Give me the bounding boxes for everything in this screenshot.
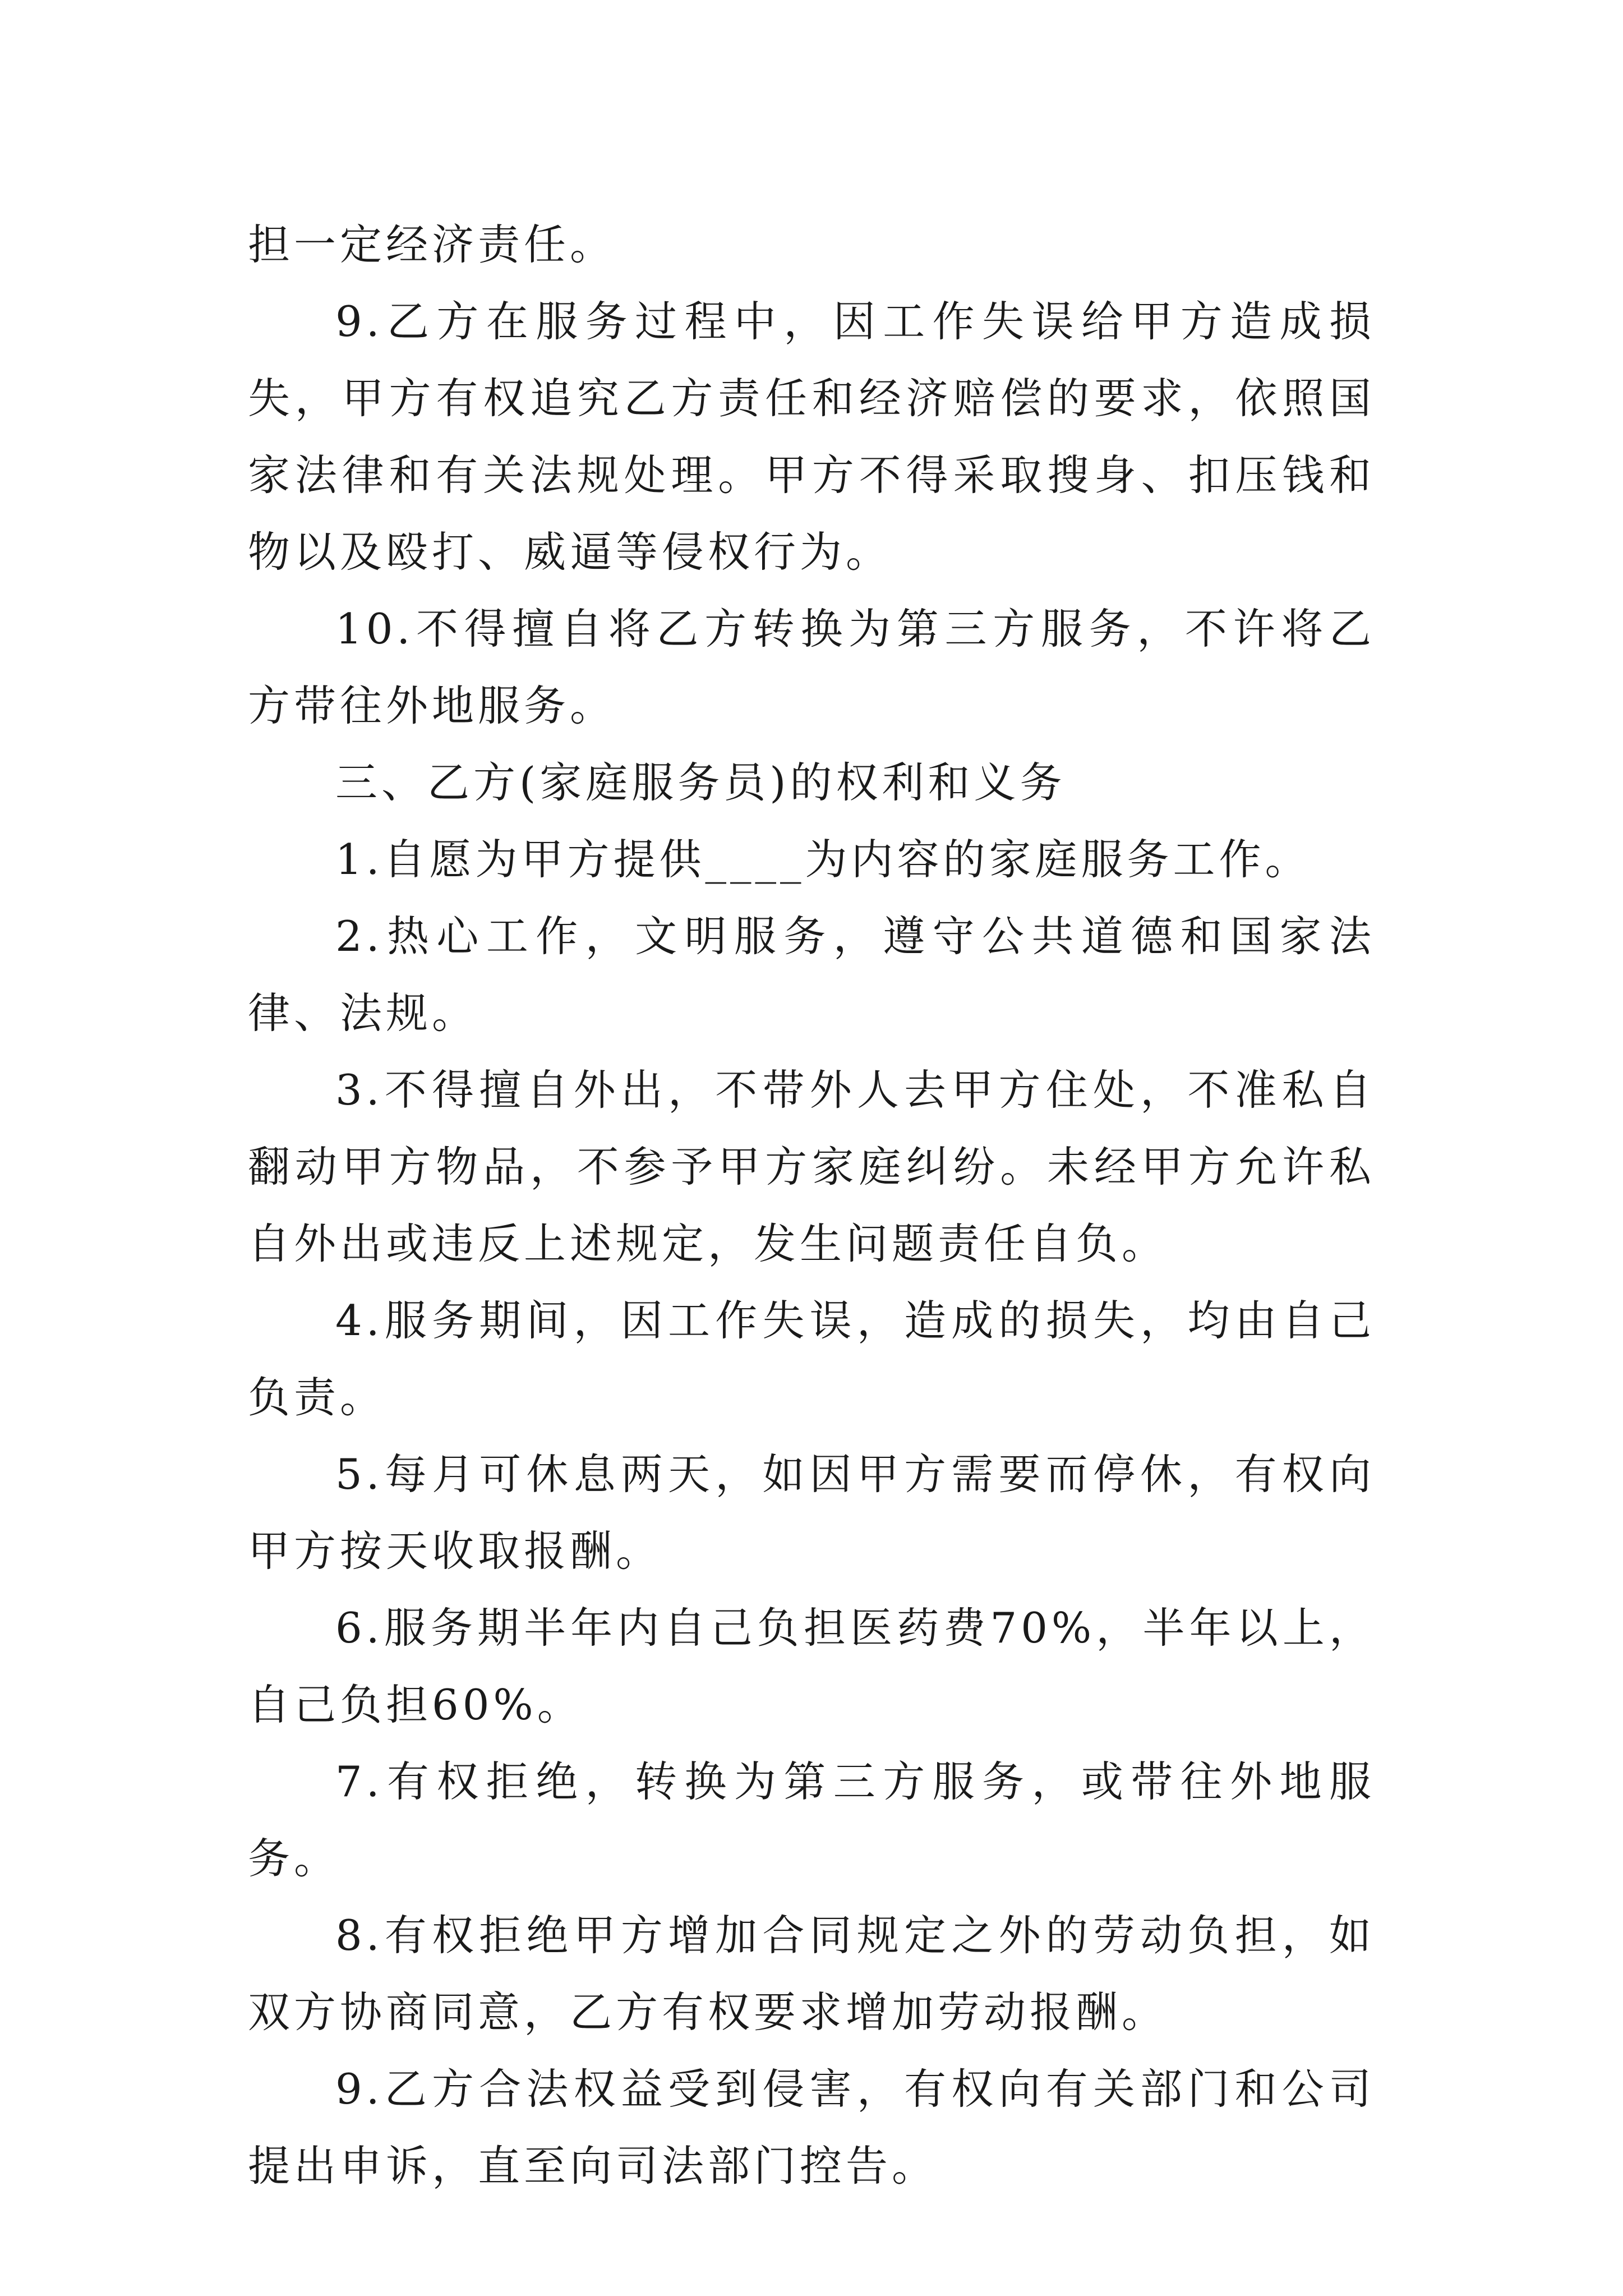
paragraph-item-3-party-b: 3.不得擅自外出，不带外人去甲方住处，不准私自翻动甲方物品，不参予甲方家庭纠纷。未经甲方允许私自外出或违反上述规定，发生问题责任自负。 (248, 1065, 1375, 1268)
paragraph-item-5-party-b: 5.每月可休息两天，如因甲方需要而停休，有权向甲方按天收取报酬。 (248, 1450, 1375, 1576)
section-heading-party-b-rights: 三、乙方(家庭服务员)的权利和义务 (335, 758, 1066, 807)
paragraph-item-8-party-b: 8.有权拒绝甲方增加合同规定之外的劳动负担，如双方协商同意，乙方有权要求增加劳动报酬。 (248, 1911, 1375, 2037)
paragraph-item-9-party-b: 9.乙方合法权益受到侵害，有权向有关部门和公司提出申诉，直至向司法部门控告。 (248, 2064, 1375, 2191)
paragraph-continuation: 担一定经济责任。 (248, 220, 616, 269)
paragraph-item-2-party-b: 2.热心工作，文明服务，遵守公共道德和国家法律、法规。 (248, 912, 1375, 1038)
paragraph-item-6-party-b: 6.服务期半年内自己负担医药费70%，半年以上，自己负担60%。 (248, 1603, 1375, 1729)
paragraph-item-1-party-b: 1.自愿为甲方提供____为内容的家庭服务工作。 (335, 835, 1311, 884)
document-body (248, 206, 1375, 2205)
paragraph-item-9-party-a: 9.乙方在服务过程中，因工作失误给甲方造成损失，甲方有权追究乙方责任和经济赔偿的要求，依照国家法律和有关法规处理。甲方不得采取搜身、扣压钱和物以及殴打、威逼等侵权行为。 (248, 297, 1375, 577)
paragraph-item-4-party-b: 4.服务期间，因工作失误，造成的损失，均由自己负责。 (248, 1296, 1375, 1422)
paragraph-item-7-party-b: 7.有权拒绝，转换为第三方服务，或带往外地服务。 (248, 1757, 1375, 1883)
paragraph-item-10-party-a: 10.不得擅自将乙方转换为第三方服务，不许将乙方带往外地服务。 (248, 604, 1375, 730)
